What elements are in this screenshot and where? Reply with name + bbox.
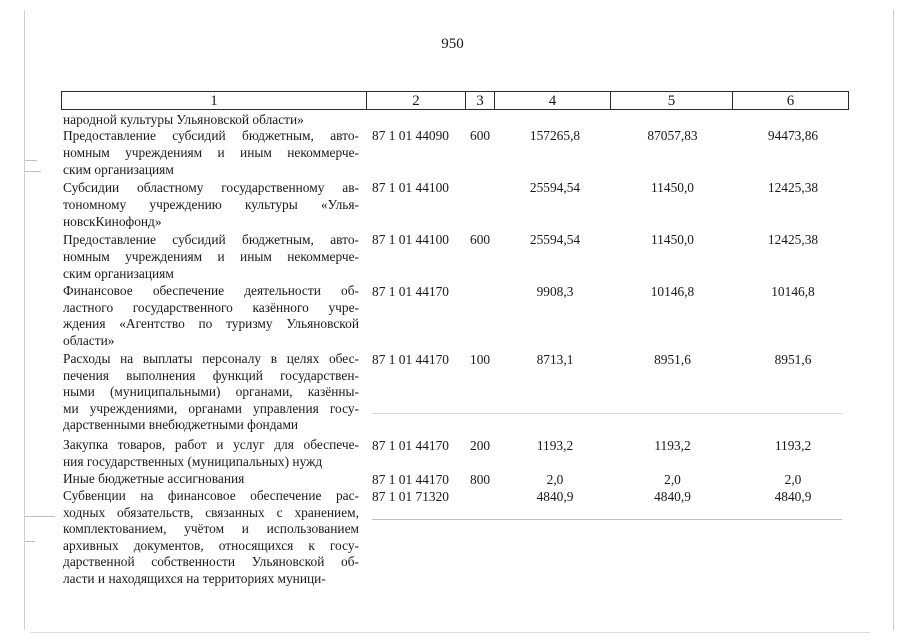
column-header-4: 4	[495, 91, 611, 110]
column-header-3: 3	[466, 91, 495, 110]
row-value-col4: 25594,54	[529, 232, 581, 247]
description-line: ластного государственного казённого учре-	[63, 299, 359, 315]
row-description	[63, 179, 359, 231]
scan-mark	[30, 632, 870, 633]
row-code: 87 1 01 44100	[372, 180, 449, 195]
description-line: тономному учреждению культуры «Улья-	[63, 197, 359, 213]
row-value-col6: 12425,38	[767, 232, 819, 247]
row-value-col5: 11450,0	[650, 180, 695, 195]
description-line: ждения «Агентство по туризму Ульяновской	[63, 316, 359, 332]
row-code: 87 1 01 44090	[372, 128, 449, 143]
description-line: комплектованием, учётом и использованием	[63, 521, 359, 537]
description-line: народной культуры Ульяновской области»	[63, 112, 304, 127]
row-description	[63, 231, 359, 283]
description-line: дарственной собственности Ульяновской об-	[63, 554, 359, 570]
row-value-col6: 8951,6	[774, 352, 812, 367]
scan-mark	[25, 516, 55, 517]
description-line: ными (муниципальными) органами, казённы-	[63, 384, 359, 400]
scan-mark	[25, 171, 41, 172]
row-expense-type: 100	[470, 352, 491, 367]
row-expense-type: 200	[470, 438, 491, 453]
description-line: номным учреждениям и иным некоммерче-	[63, 145, 359, 161]
description-line: Иные бюджетные ассигнования	[63, 471, 245, 486]
description-line: ходных обязательств, связанных с хранением,	[63, 504, 359, 520]
row-value-col5: 87057,83	[647, 128, 698, 143]
description-line: новскКинофонд»	[63, 214, 162, 230]
column-header-6: 6	[733, 91, 849, 110]
row-description	[63, 437, 359, 470]
row-description	[63, 351, 359, 434]
row-code: 87 1 01 44170	[372, 352, 449, 367]
description-line: области»	[63, 332, 115, 348]
row-value-col6: 4840,9	[774, 489, 812, 504]
row-value-col4: 4840,9	[536, 489, 574, 504]
row-value-col6: 10146,8	[771, 284, 815, 299]
row-value-col5: 1193,2	[654, 438, 691, 453]
scan-mark	[372, 413, 842, 414]
description-line: дарственными внебюджетными фондами	[63, 417, 299, 433]
description-line: Предоставление субсидий бюджетным, авто-	[63, 232, 359, 247]
description-line: Закупка товаров, работ и услуг для обеспече-	[63, 437, 359, 452]
column-header-1: 1	[61, 91, 367, 110]
row-value-col6: 1193,2	[774, 438, 812, 453]
row-value-col6: 2,0	[784, 472, 802, 487]
row-code: 87 1 01 44170	[372, 438, 449, 453]
scan-mark	[25, 160, 37, 161]
row-description	[63, 127, 359, 179]
description-line: печения выполнения функций государствен-	[63, 367, 359, 383]
description-line: Субвенции на финансовое обеспечение рас-	[63, 488, 359, 503]
scan-mark	[25, 541, 35, 542]
row-value-col5: 10146,8	[650, 284, 695, 299]
row-expense-type: 600	[470, 128, 491, 143]
row-description	[63, 111, 359, 128]
row-description	[63, 471, 359, 488]
description-line: архивных документов, относящихся к госу-	[63, 537, 359, 553]
description-line: ским организациям	[63, 266, 174, 282]
description-line: ми учреждениями, органами управления госу-	[63, 400, 359, 416]
row-value-col6: 12425,38	[767, 180, 819, 195]
description-line: Расходы на выплаты персоналу в целях обес-	[63, 351, 359, 366]
description-line: ским организациям	[63, 162, 174, 178]
description-line: Финансовое обеспечение деятельности об-	[63, 283, 359, 298]
column-header-5: 5	[611, 91, 733, 110]
scan-mark	[372, 519, 842, 520]
row-value-col4: 25594,54	[529, 180, 581, 195]
row-code: 87 1 01 44170	[372, 284, 449, 299]
row-value-col6: 94473,86	[767, 128, 819, 143]
row-value-col5: 8951,6	[654, 352, 691, 367]
row-expense-type: 600	[470, 232, 491, 247]
row-expense-type: 800	[470, 472, 491, 487]
description-line: ласти и находящихся на территориях муници-	[63, 570, 326, 586]
description-line: Предоставление субсидий бюджетным, авто-	[63, 128, 359, 143]
row-value-col5: 11450,0	[650, 232, 695, 247]
page-number: 950	[441, 36, 464, 52]
row-value-col4: 8713,1	[536, 352, 574, 367]
row-value-col4: 157265,8	[529, 128, 581, 143]
row-value-col4: 1193,2	[536, 438, 574, 453]
row-code: 87 1 01 44170	[372, 472, 449, 487]
row-description	[63, 283, 359, 349]
row-code: 87 1 01 44100	[372, 232, 449, 247]
row-description	[63, 488, 359, 588]
description-line: Субсидии областному государственному ав-	[63, 180, 359, 195]
description-line: номным учреждениям и иным некоммерче-	[63, 249, 359, 265]
row-value-col5: 4840,9	[654, 489, 691, 504]
description-line: ния государственных (муниципальных) нужд	[63, 453, 323, 469]
row-code: 87 1 01 71320	[372, 489, 449, 504]
column-header-2: 2	[367, 91, 466, 110]
row-value-col4: 9908,3	[536, 284, 574, 299]
row-value-col5: 2,0	[664, 472, 681, 487]
row-value-col4: 2,0	[546, 472, 564, 487]
